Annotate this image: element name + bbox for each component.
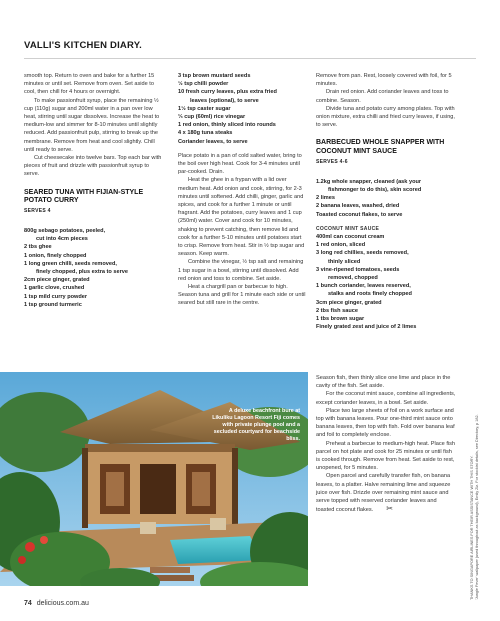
side-credits [470, 414, 480, 600]
ingredient-item: 1 tsp mild curry powder [24, 293, 88, 300]
sauce-title: COCONUT MINT SAUCE [316, 225, 380, 232]
ingredient-list [316, 178, 456, 219]
ingredient-item: Coriander leaves, to serve [178, 138, 248, 145]
footer-site[interactable]: delicious.com.au [36, 600, 89, 607]
side-credit-line-1: THANKS TO SINGAPORE AIRLINES FOR THEIR ASSISTANCE WITH THIS STORY. [470, 455, 474, 600]
ingredient-item: 4 x 180g tuna steaks [178, 130, 233, 137]
ingredient-list [24, 227, 162, 309]
method-step: For the coconut mint sauce, combine all ingredients, except coriander leaves, in a bowl. Set aside. [316, 391, 456, 406]
ingredient-item: 1 onion, finely chopped [24, 252, 87, 259]
method-step: Open parcel and carefully transfer fish, on banana leaves, to a platter. Halve remaining lime and squeeze juice over fish. Drizzle over remaining mint sauce and serve topped with reserved coriander leaves and toasted coconut flakes. ✂ [316, 473, 451, 514]
resort-photo [0, 372, 308, 586]
ingredient-item: 1 tsp ground turmeric [24, 301, 82, 308]
ingredient-item: 3 tsp brown mustard seeds [178, 73, 251, 79]
side-credit-line-2: 'Jungle Fever' wallpaper (used throughout as background), Emily Ziz. For stockist details, see Directory, p 182. [474, 414, 479, 600]
paragraph: Cut cheesecake into twelve bars. Top each bar with pieces of fruit and drizzle with passionfruit syrup to serve. [24, 155, 162, 178]
ingredient-item: 800g sebago potatoes, peeled, cut into 4cm pieces [24, 228, 106, 243]
ingredient-item: 1 red onion, sliced [316, 242, 366, 249]
recipe-title-tuna: SEARED TUNA WITH FIJIAN-STYLE POTATO CURRY [24, 188, 144, 205]
ingredient-item: 1½ tsp caster sugar [178, 105, 231, 112]
method-step: Heat the ghee in a frypan with a lid over medium heat. Add onion and cook, stirring, for 2-3 minutes until softened. Add chilli, ginger, garlic and spices, and cook for a further 1 minute or until fragrant. Add the potatoes, curry leaves and 1 cup (250ml) water. Cover and cook for 10 minutes, shaking to prevent catching, then remove lid and cook for a further 5-10 minutes until potatoes start to crisp. Remove from heat. Stir in ½ tsp sugar and season. Keep warm. [178, 177, 305, 258]
ingredient-item: 1 tbs brown sugar [316, 316, 365, 323]
paragraph: Remove from pan. Rest, loosely covered with foil, for 5 minutes. [316, 73, 452, 88]
photo-caption: A deluxe beachfront bure at Likuliku Lagoon Resort Fiji comes with private plunge pool and a secluded courtyard for beachside bliss. [212, 408, 300, 442]
ingredient-item: 1 red onion, thinly sliced into rounds [178, 122, 276, 129]
method-step: Place potato in a pan of cold salted water, bring to the boil over high heat. Cook for 3-4 minutes until par-cooked. Drain. [178, 152, 302, 176]
method-step: Place two large sheets of foil on a work surface and top with banana leaves. Pour one-third mint sauce onto banana leaves, then top with fish. Fold over banana leaf and foil to completely enclose. [316, 407, 455, 439]
header-rule [24, 58, 476, 59]
paragraph: To make passionfruit syrup, place the remaining ½ cup (110g) sugar and 200ml water in a pan over low heat, stirring until sugar dissolves. Increase the heat to medium-low and simmer for 8-10 minutes until slightly reduced. Add passionfruit pulp, stirring to break up the membrane. Remove from heat and cool slightly. Chill until ready to serve. [24, 97, 160, 153]
ingredient-item: 2 banana leaves, washed, dried [316, 203, 400, 210]
page-number: 74 [24, 600, 32, 607]
ingredient-item: 1.2kg whole snapper, cleaned (ask your fishmonger to do this), skin scored [316, 178, 422, 194]
page-footer [24, 600, 89, 607]
ingredient-item: 2 limes [316, 195, 335, 202]
ingredient-item: 10 fresh curry leaves, plus extra fried leaves (optional), to serve [178, 89, 277, 104]
method-step: Preheat a barbecue to medium-high heat. Place fish parcel on hot plate and cook for 25 minutes or until fish is cooked through. Remove from heat. Set aside to rest, unopened, for 5 minutes. [316, 440, 456, 472]
sauce-ingredient-list [316, 233, 456, 331]
serves-label: SERVES 4-6 [316, 158, 348, 165]
ingredient-item: Finely grated zest and juice of 2 limes [316, 324, 417, 331]
ingredient-item: 1 bunch coriander, leaves reserved, stalks and roots finely chopped [316, 283, 412, 298]
recipe-title-snapper: BARBECUED WHOLE SNAPPER WITH COCONUT MINT SAUCE [316, 139, 445, 156]
ingredient-item: 400ml can coconut cream [316, 234, 385, 241]
ingredient-item: ½ tsp chilli powder [178, 81, 229, 88]
serves-label: SERVES 4 [24, 207, 51, 214]
ingredient-list [178, 72, 306, 146]
page-header: VALLI'S KITCHEN DIARY. [24, 40, 143, 51]
ingredient-item: 1 garlic clove, crushed [24, 285, 85, 292]
scissors-icon: ✂ [386, 504, 393, 514]
ingredient-item: ⅓ cup (60ml) rice vinegar [178, 114, 246, 121]
ingredient-item: 1 long green chilli, seeds removed, finely chopped, plus extra to serve [24, 260, 129, 276]
column-3 [316, 72, 456, 331]
column-3-method [316, 374, 456, 514]
ingredient-item: 2cm piece ginger, grated [24, 277, 90, 284]
column-2 [178, 72, 306, 308]
method-step: Combine the vinegar, ½ tsp salt and remaining 1 tsp sugar in a bowl, stirring until dissolved. Add red onion and toss to combine. Set aside. [178, 259, 304, 282]
method-step: Season fish, then thinly slice one lime and place in the cavity of the fish. Set aside. [316, 375, 451, 390]
ingredient-item: 3cm piece ginger, grated [316, 299, 382, 306]
ingredient-item: Toasted coconut flakes, to serve [316, 211, 403, 218]
ingredient-item: 3 long red chillies, seeds removed, thinly sliced [316, 250, 409, 265]
method-step: Heat a chargrill pan or barbecue to high. Season tuna and grill for 1 minute each side or until seared but still rare in the centre. [178, 284, 306, 307]
column-1 [24, 72, 162, 309]
paragraph: smooth top. Return to oven and bake for a further 15 minutes or until set. Remove from oven. Set aside to cool, then chill for 4 hours or overnight. [24, 73, 155, 96]
ingredient-item: 2 tbs fish sauce [316, 307, 358, 314]
ingredient-item: 3 vine-ripened tomatoes, seeds removed, chopped [316, 266, 400, 282]
paragraph: Divide tuna and potato curry among plates. Top with onion mixture, extra chilli and fried curry leaves, if using, to serve. [316, 105, 455, 129]
resort-photo-illustration [0, 372, 308, 586]
paragraph: Drain red onion. Add coriander leaves and toss to combine. Season. [316, 89, 449, 104]
ingredient-item: 2 tbs ghee [24, 244, 52, 251]
